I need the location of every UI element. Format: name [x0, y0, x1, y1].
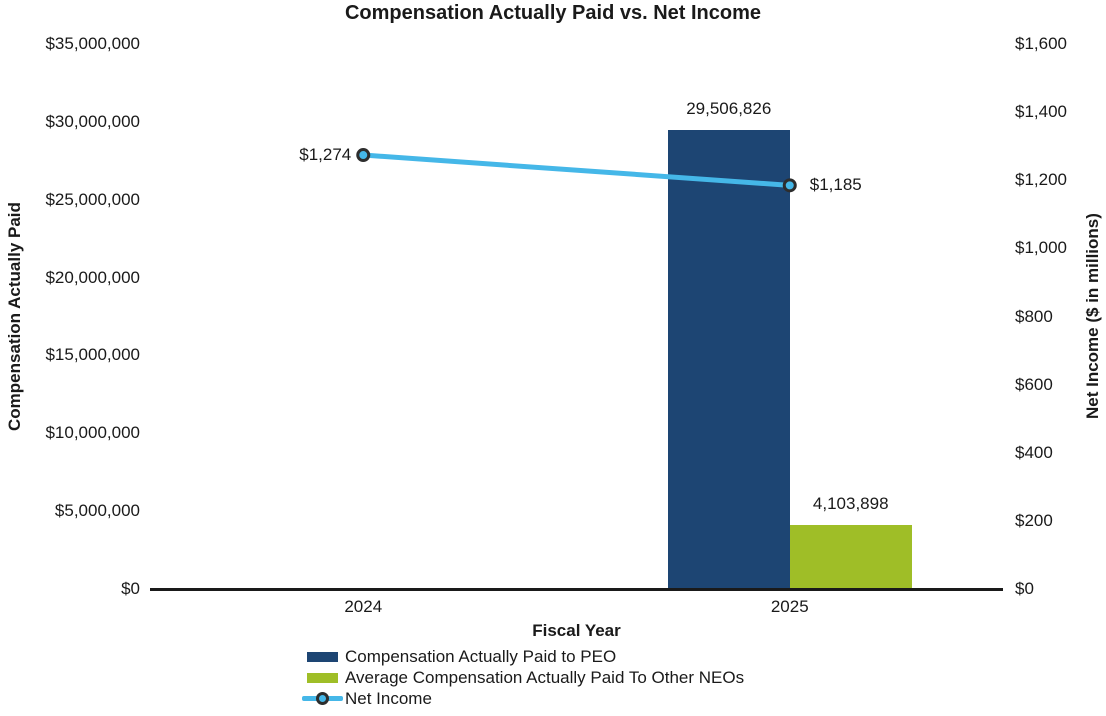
x-axis-tick-label: 2024 [344, 597, 383, 616]
left-axis-tick-label: $30,000,000 [45, 111, 140, 131]
right-axis-tick-label: $1,200 [1015, 170, 1067, 190]
bar-avg-cap-neos-2025 [790, 525, 912, 589]
line-data-label: $1,274 [299, 145, 352, 165]
x-axis-title: Fiscal Year [532, 621, 621, 640]
chart-title: Compensation Actually Paid vs. Net Income [344, 2, 762, 24]
right-axis-tick-label: $400 [1015, 442, 1053, 462]
left-axis-tick-label: $0 [121, 579, 140, 598]
right-axis-tick-label: $1,400 [1015, 102, 1067, 122]
right-axis-title: Net Income ($ in millions) [1083, 213, 1102, 420]
legend-line-dot [316, 692, 329, 705]
legend [307, 646, 744, 709]
bar-data-label: 4,103,898 [812, 494, 889, 514]
left-axis-tick-label: $15,000,000 [45, 345, 140, 365]
left-axis-tick-label: $20,000,000 [45, 267, 140, 287]
x-axis-tick-label: 2025 [770, 597, 809, 616]
legend-bar-swatch [307, 652, 338, 662]
right-axis-tick-label: $200 [1015, 510, 1053, 530]
left-axis-tick-label: $5,000,000 [54, 501, 140, 521]
right-axis-tick-label: $1,600 [1015, 34, 1067, 53]
legend-item [307, 667, 744, 688]
right-axis-tick-label: $600 [1015, 374, 1053, 394]
right-axis-tick-label: $1,000 [1015, 238, 1067, 258]
x-axis-line [150, 588, 1003, 591]
line-data-label: $1,185 [809, 175, 862, 195]
legend-line-marker [302, 692, 343, 705]
right-axis-tick-label: $0 [1015, 579, 1034, 598]
legend-label: Compensation Actually Paid to PEO [345, 646, 617, 666]
left-axis-title: Compensation Actually Paid [5, 202, 24, 431]
legend-item [307, 688, 744, 709]
net-income-marker [358, 150, 369, 161]
legend-label: Average Compensation Actually Paid To Other NEOs [345, 667, 745, 687]
right-axis-tick-label: $800 [1015, 306, 1053, 326]
bar-data-label: 29,506,826 [686, 98, 772, 118]
left-axis-tick-label: $10,000,000 [45, 423, 140, 443]
legend-item [307, 646, 744, 667]
left-axis-tick-label: $25,000,000 [45, 189, 140, 209]
left-axis-tick-label: $35,000,000 [45, 34, 140, 53]
legend-bar-swatch [307, 673, 338, 683]
legend-label: Net Income [345, 688, 432, 708]
bar-cap-peo-2025 [668, 130, 790, 589]
